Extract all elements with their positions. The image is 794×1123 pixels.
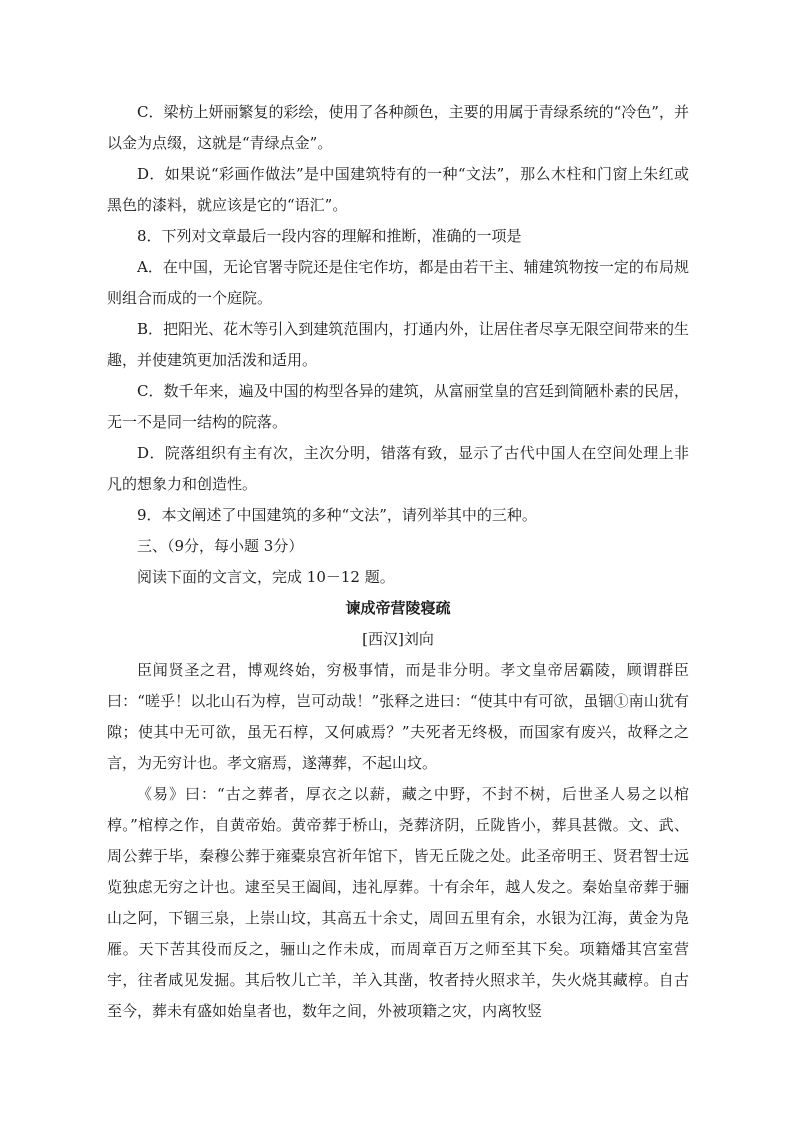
document-body <box>107 97 689 1027</box>
reading-instruction: 阅读下面的文言文，完成 10－12 题。 <box>137 568 395 586</box>
question-9: 9．本文阐述了中国建筑的多种“文法”，请列举其中的三种。 <box>137 506 537 524</box>
article-author: [西汉]刘向 <box>362 630 434 648</box>
section-three-heading: 三、（9分，每小题 3分） <box>137 537 304 555</box>
option-a-q8: A．在中国，无论官署寺院还是住宅作坊，都是由若干主、辅建筑物按一定的布局规则组合而成的一个庭院。 <box>107 258 689 307</box>
option-b-q8: B．把阳光、花木等引入到建筑范围内，打通内外，让居住者尽享无限空间带来的生趣，并使建筑更加活泼和适用。 <box>107 320 689 369</box>
article-title: 谏成帝营陵寝疏 <box>345 599 451 617</box>
option-d-q7: D．如果说“彩画作做法”是中国建筑特有的一种“文法”，那么木柱和门窗上朱红或黑色的漆料，就应该是它的“语汇”。 <box>107 165 689 214</box>
article-paragraph-2: 《易》曰：“古之葬者，厚衣之以薪，藏之中野，不封不树，后世圣人易之以棺椁。”棺椁之作，自黄帝始。黄帝葬于桥山，尧葬济阴，丘陇皆小，葬具甚微。文、武、周公葬于毕，秦穆公葬于雍橐泉宫祈年馆下，皆无丘陇之处。此圣帝明王、贤君智士远览独虑无穷之计也。逮至吴王阖闾，违礼厚葬。十有余年，越人发之。秦始皇帝葬于骊山之阿，下锢三泉，上崇山坟，其高五十余丈，周回五里有余，水银为江海，黄金为凫雁。天下苦其役而反之，骊山之作未成，而周章百万之师至其下矣。项籍燔其宫室营宇，往者咸见发掘。其后牧儿亡羊，羊入其凿，牧者持火照求羊，失火烧其藏椁。自古至今，葬未有盛如始皇者也，数年之间，外被项籍之灾，内离牧竖 <box>107 785 689 1020</box>
option-c-q8: C．数千年来，遍及中国的构型各异的建筑，从富丽堂皇的宫廷到简陋朴素的民居，无一不是同一结构的院落。 <box>107 382 689 431</box>
option-c-q7: C．梁枋上妍丽繁复的彩绘，使用了各种颜色，主要的用属于青绿系统的“冷色”，并以金为点缀，这就是“青绿点金”。 <box>107 103 689 152</box>
question-8: 8．下列对文章最后一段内容的理解和推断，准确的一项是 <box>137 227 522 245</box>
article-paragraph-1: 臣闻贤圣之君，博观终始，穷极事情，而是非分明。孝文皇帝居霸陵，顾谓群臣曰：“嗟乎！以北山石为椁，岂可动哉！”张释之进曰：“使其中有可欲，虽锢①南山犹有隙；使其中无可欲，虽无石椁，又何戚焉？”夫死者无终极，而国家有废兴，故释之之言，为无穷计也。孝文寤焉，遂薄葬，不起山坟。 <box>107 661 689 772</box>
option-d-q8: D．院落组织有主有次，主次分明，错落有致，显示了古代中国人在空间处理上非凡的想象力和创造性。 <box>107 444 689 493</box>
